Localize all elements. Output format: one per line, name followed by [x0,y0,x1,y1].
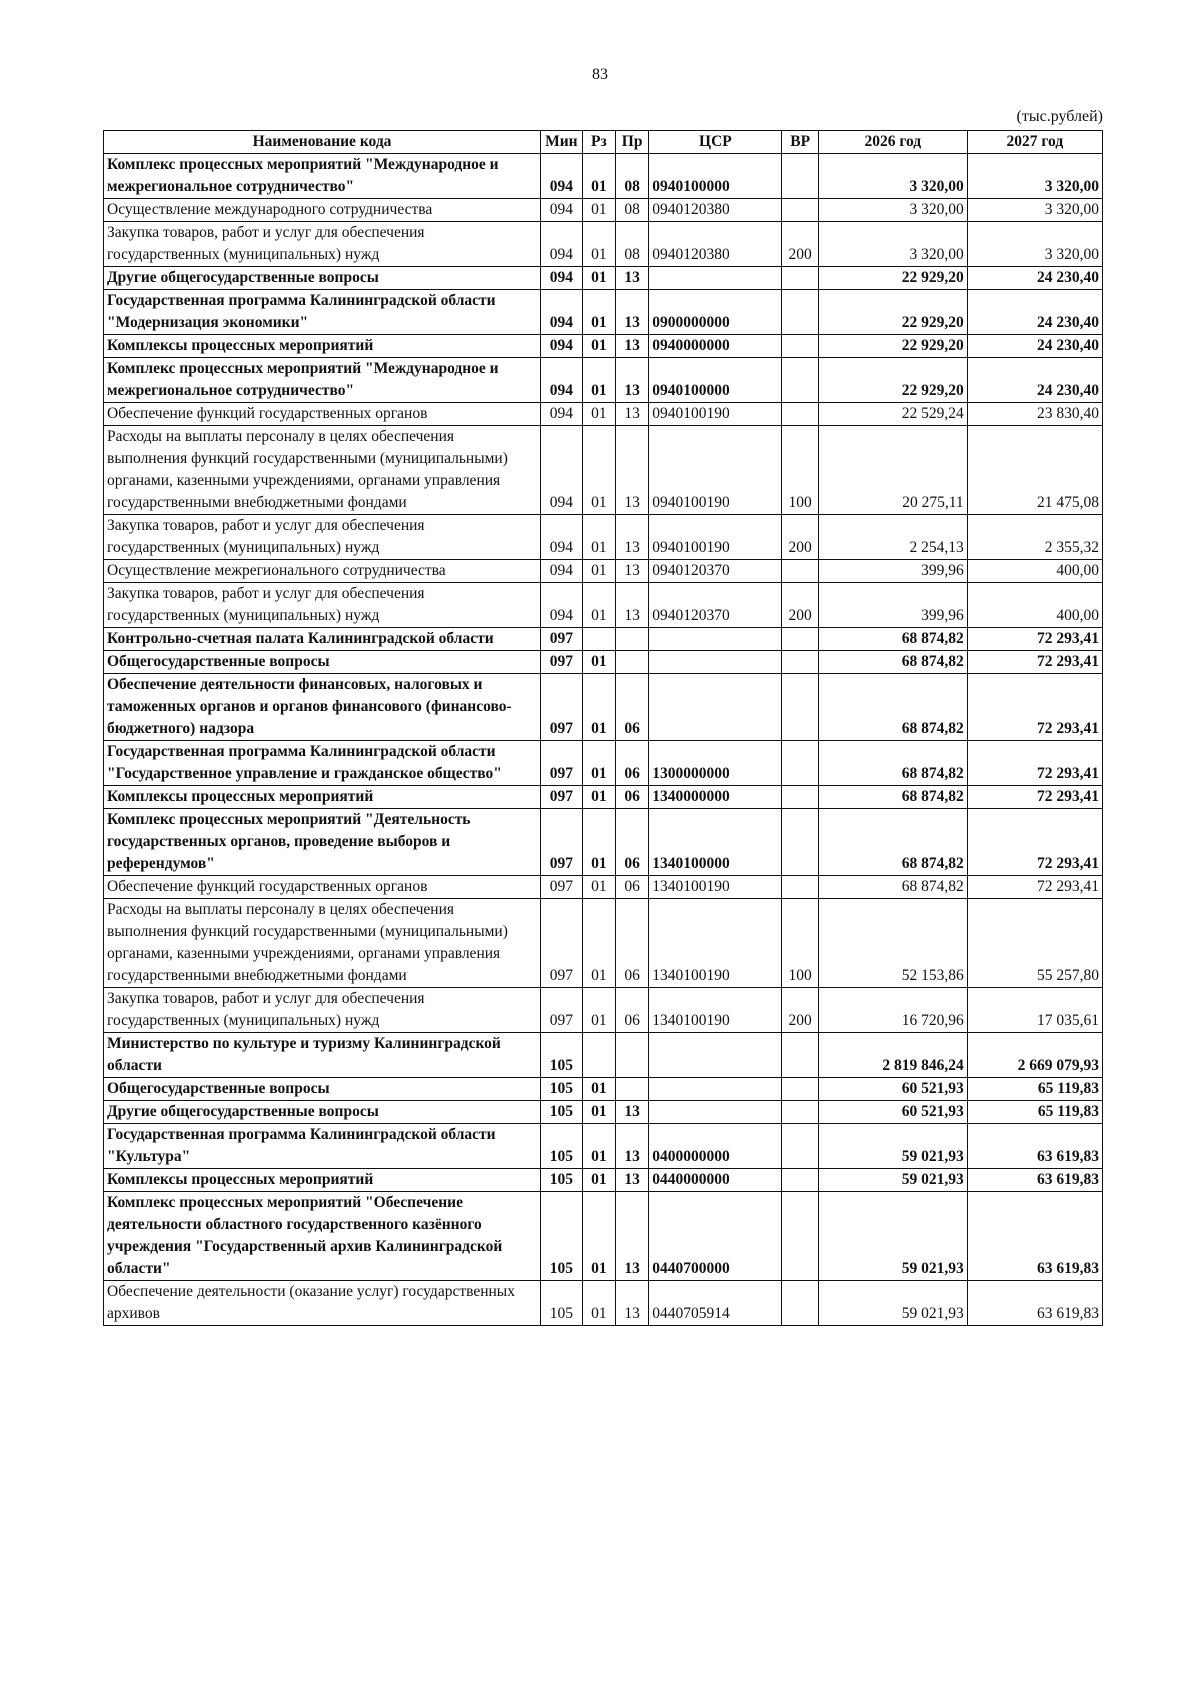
table-cell-min: 105 [541,1078,583,1101]
table-cell-rz: 01 [582,403,615,426]
table-cell-pr: 13 [615,1101,648,1124]
table-cell-2027: 63 619,83 [967,1124,1102,1169]
table-cell-pr: 13 [615,403,648,426]
table-cell-vr: 100 [782,426,818,515]
table-cell-csr: 1340100190 [649,899,782,988]
table-cell-vr: 200 [782,222,818,267]
table-cell-2027: 2 355,32 [967,515,1102,560]
table-cell-pr [615,1033,648,1078]
table-cell-rz: 01 [582,515,615,560]
table-row [104,426,1103,515]
table-cell-name: Общегосударственные вопросы [104,651,541,674]
table-cell-2027: 72 293,41 [967,628,1102,651]
table-cell-csr: 0940100000 [649,358,782,403]
table-cell-rz: 01 [582,674,615,741]
table-cell-2027: 23 830,40 [967,403,1102,426]
table-cell-csr [649,674,782,741]
table-row [104,1192,1103,1281]
table-cell-name: Закупка товаров, работ и услуг для обеспечения государственных (муниципальных) нужд [104,222,541,267]
table-row [104,403,1103,426]
table-cell-name: Обеспечение деятельности (оказание услуг) государственных архивов [104,1281,541,1326]
table-row [104,988,1103,1033]
table-cell-pr: 06 [615,899,648,988]
table-cell-rz: 01 [582,358,615,403]
table-cell-vr: 100 [782,899,818,988]
table-cell-csr: 0940100000 [649,154,782,199]
table-cell-2027: 72 293,41 [967,741,1102,786]
table-cell-csr: 0440705914 [649,1281,782,1326]
table-header-row [104,131,1103,154]
table-cell-2027: 63 619,83 [967,1169,1102,1192]
table-cell-rz: 01 [582,809,615,876]
table-cell-2026: 68 874,82 [818,741,967,786]
table-cell-2026: 68 874,82 [818,651,967,674]
table-cell-rz: 01 [582,426,615,515]
table-cell-2027: 3 320,00 [967,222,1102,267]
table-cell-2026: 2 819 846,24 [818,1033,967,1078]
table-cell-csr: 0940100190 [649,426,782,515]
table-cell-2027: 55 257,80 [967,899,1102,988]
table-cell-min: 097 [541,809,583,876]
table-cell-2026: 68 874,82 [818,809,967,876]
table-cell-name: Комплексы процессных мероприятий [104,335,541,358]
table-cell-min: 105 [541,1101,583,1124]
table-cell-2027: 63 619,83 [967,1281,1102,1326]
table-row [104,628,1103,651]
table-cell-vr [782,1078,818,1101]
table-cell-csr: 1340100190 [649,876,782,899]
table-cell-name: Министерство по культуре и туризму Калининградской области [104,1033,541,1078]
header-min: Мин [541,131,583,154]
table-cell-csr: 0940100190 [649,515,782,560]
table-cell-pr: 13 [615,583,648,628]
table-cell-name: Другие общегосударственные вопросы [104,1101,541,1124]
table-cell-pr: 13 [615,290,648,335]
table-cell-csr: 1300000000 [649,741,782,786]
table-cell-name: Комплекс процессных мероприятий "Обеспечение деятельности областного государственного казённого учреждения "Государственный архив Калининградской области" [104,1192,541,1281]
table-row [104,674,1103,741]
table-cell-2026: 20 275,11 [818,426,967,515]
table-cell-2026: 399,96 [818,560,967,583]
table-row [104,199,1103,222]
table-cell-vr [782,1281,818,1326]
table-cell-name: Обеспечение функций государственных органов [104,876,541,899]
table-cell-vr [782,1033,818,1078]
table-cell-rz: 01 [582,1101,615,1124]
table-cell-pr: 13 [615,1281,648,1326]
table-cell-min: 097 [541,899,583,988]
table-cell-rz: 01 [582,583,615,628]
table-cell-rz: 01 [582,899,615,988]
header-2026: 2026 год [818,131,967,154]
table-row [104,1124,1103,1169]
budget-table [103,130,1103,1326]
table-cell-name: Комплексы процессных мероприятий [104,1169,541,1192]
table-cell-2026: 3 320,00 [818,199,967,222]
table-cell-min: 097 [541,876,583,899]
table-cell-2026: 2 254,13 [818,515,967,560]
table-cell-vr [782,1192,818,1281]
table-cell-rz: 01 [582,335,615,358]
table-cell-2026: 22 929,20 [818,358,967,403]
table-cell-rz: 01 [582,741,615,786]
table-cell-2026: 52 153,86 [818,899,967,988]
table-cell-min: 094 [541,267,583,290]
table-cell-name: Другие общегосударственные вопросы [104,267,541,290]
table-cell-name: Обеспечение деятельности финансовых, налоговых и таможенных органов и органов финансового (финансово-бюджетного) надзора [104,674,541,741]
table-cell-2027: 65 119,83 [967,1101,1102,1124]
table-cell-rz: 01 [582,1192,615,1281]
table-cell-2027: 21 475,08 [967,426,1102,515]
table-row [104,583,1103,628]
table-cell-name: Закупка товаров, работ и услуг для обеспечения государственных (муниципальных) нужд [104,583,541,628]
table-row [104,1101,1103,1124]
header-rz: Рз [582,131,615,154]
table-cell-pr: 13 [615,560,648,583]
table-cell-min: 105 [541,1192,583,1281]
table-cell-name: Контрольно-счетная палата Калининградской области [104,628,541,651]
table-cell-name: Общегосударственные вопросы [104,1078,541,1101]
table-cell-pr: 06 [615,786,648,809]
table-cell-2026: 59 021,93 [818,1281,967,1326]
table-cell-csr: 0940000000 [649,335,782,358]
table-cell-pr [615,1078,648,1101]
table-cell-rz: 01 [582,1078,615,1101]
table-cell-min: 097 [541,786,583,809]
table-cell-rz: 01 [582,154,615,199]
table-cell-name: Расходы на выплаты персоналу в целях обеспечения выполнения функций государственными (муниципальными) органами, казенными учреждениями, органами управления государственными внебюджетными фондами [104,426,541,515]
table-cell-min: 097 [541,988,583,1033]
table-cell-rz [582,628,615,651]
table-cell-2027: 24 230,40 [967,358,1102,403]
header-name: Наименование кода [104,131,541,154]
table-cell-min: 094 [541,560,583,583]
table-cell-2027: 400,00 [967,560,1102,583]
table-cell-2026: 68 874,82 [818,674,967,741]
table-cell-rz: 01 [582,1124,615,1169]
table-cell-min: 097 [541,741,583,786]
table-cell-csr [649,651,782,674]
table-cell-pr: 06 [615,674,648,741]
table-cell-name: Комплексы процессных мероприятий [104,786,541,809]
table-cell-csr: 0940100190 [649,403,782,426]
table-cell-vr [782,403,818,426]
table-cell-vr: 200 [782,583,818,628]
table-row [104,358,1103,403]
table-cell-pr: 13 [615,358,648,403]
table-cell-vr [782,1124,818,1169]
header-csr: ЦСР [649,131,782,154]
table-cell-min: 097 [541,674,583,741]
table-row [104,154,1103,199]
table-cell-2027: 3 320,00 [967,199,1102,222]
table-cell-min: 094 [541,583,583,628]
table-cell-vr: 200 [782,988,818,1033]
units-label: (тыс.рублей) [1016,108,1103,125]
table-cell-2026: 16 720,96 [818,988,967,1033]
table-cell-2027: 72 293,41 [967,809,1102,876]
table-cell-vr: 200 [782,515,818,560]
table-cell-min: 094 [541,222,583,267]
table-cell-csr: 0440000000 [649,1169,782,1192]
table-cell-csr: 0940120380 [649,199,782,222]
table-cell-2027: 24 230,40 [967,290,1102,335]
table-cell-2026: 22 929,20 [818,290,967,335]
header-2027: 2027 год [967,131,1102,154]
table-cell-name: Закупка товаров, работ и услуг для обеспечения государственных (муниципальных) нужд [104,515,541,560]
table-row [104,1033,1103,1078]
table-cell-name: Закупка товаров, работ и услуг для обеспечения государственных (муниципальных) нужд [104,988,541,1033]
table-cell-min: 105 [541,1281,583,1326]
table-cell-vr [782,560,818,583]
table-cell-2026: 60 521,93 [818,1078,967,1101]
table-cell-min: 105 [541,1033,583,1078]
table-cell-2026: 68 874,82 [818,628,967,651]
table-cell-vr [782,1169,818,1192]
table-cell-pr: 08 [615,199,648,222]
table-cell-2026: 399,96 [818,583,967,628]
table-cell-pr [615,628,648,651]
table-cell-2027: 72 293,41 [967,651,1102,674]
table-cell-vr [782,267,818,290]
table-cell-rz: 01 [582,560,615,583]
table-cell-min: 094 [541,515,583,560]
table-cell-2027: 400,00 [967,583,1102,628]
table-cell-2026: 60 521,93 [818,1101,967,1124]
table-cell-csr: 0940120380 [649,222,782,267]
table-cell-csr: 0940120370 [649,583,782,628]
table-cell-csr [649,1078,782,1101]
table-cell-vr [782,290,818,335]
table-cell-2027: 24 230,40 [967,335,1102,358]
table-row [104,809,1103,876]
table-cell-rz: 01 [582,876,615,899]
table-cell-vr [782,358,818,403]
table-row [104,899,1103,988]
table-cell-2027: 72 293,41 [967,786,1102,809]
table-cell-min: 097 [541,651,583,674]
table-cell-name: Осуществление международного сотрудничества [104,199,541,222]
table-cell-rz: 01 [582,199,615,222]
table-cell-2027: 3 320,00 [967,154,1102,199]
table-cell-name: Комплекс процессных мероприятий "Международное и межрегиональное сотрудничество" [104,154,541,199]
table-cell-2027: 72 293,41 [967,674,1102,741]
table-row [104,290,1103,335]
table-cell-2026: 22 929,20 [818,335,967,358]
table-cell-vr [782,876,818,899]
table-cell-pr: 13 [615,515,648,560]
table-cell-rz [582,1033,615,1078]
table-cell-name: Государственная программа Калининградской области "Культура" [104,1124,541,1169]
table-cell-pr: 06 [615,988,648,1033]
table-cell-pr: 06 [615,741,648,786]
table-row [104,786,1103,809]
table-cell-vr [782,1101,818,1124]
table-row [104,651,1103,674]
table-cell-min: 094 [541,199,583,222]
table-cell-vr [782,809,818,876]
table-row [104,1078,1103,1101]
table-cell-pr: 06 [615,809,648,876]
table-row [104,741,1103,786]
table-cell-rz: 01 [582,222,615,267]
table-cell-rz: 01 [582,651,615,674]
table-cell-vr [782,154,818,199]
table-cell-csr [649,1033,782,1078]
table-cell-2026: 68 874,82 [818,786,967,809]
table-cell-min: 094 [541,403,583,426]
table-cell-rz: 01 [582,1281,615,1326]
table-body [104,154,1103,1326]
table-cell-min: 097 [541,628,583,651]
table-cell-2026: 22 529,24 [818,403,967,426]
table-cell-vr [782,628,818,651]
table-cell-vr [782,335,818,358]
table-cell-pr: 13 [615,1192,648,1281]
table-row [104,515,1103,560]
table-cell-pr: 08 [615,154,648,199]
table-cell-pr: 13 [615,335,648,358]
table-cell-csr: 0440700000 [649,1192,782,1281]
table-cell-csr [649,267,782,290]
table-cell-csr [649,1101,782,1124]
table-cell-2026: 3 320,00 [818,154,967,199]
table-row [104,1281,1103,1326]
table-cell-2026: 59 021,93 [818,1124,967,1169]
table-cell-pr: 13 [615,1124,648,1169]
table-cell-min: 094 [541,358,583,403]
table-cell-rz: 01 [582,988,615,1033]
table-cell-csr: 0900000000 [649,290,782,335]
table-cell-2026: 68 874,82 [818,876,967,899]
table-cell-csr: 0940120370 [649,560,782,583]
header-pr: Пр [615,131,648,154]
table-cell-rz: 01 [582,267,615,290]
table-cell-2027: 24 230,40 [967,267,1102,290]
table-cell-csr: 1340100000 [649,809,782,876]
table-cell-min: 105 [541,1169,583,1192]
table-cell-csr: 0400000000 [649,1124,782,1169]
table-cell-min: 094 [541,154,583,199]
table-cell-vr [782,786,818,809]
table-cell-vr [782,741,818,786]
table-cell-csr [649,628,782,651]
table-cell-rz: 01 [582,1169,615,1192]
table-cell-name: Комплекс процессных мероприятий "Международное и межрегиональное сотрудничество" [104,358,541,403]
table-row [104,267,1103,290]
table-cell-vr [782,674,818,741]
table-cell-rz: 01 [582,290,615,335]
table-cell-2026: 3 320,00 [818,222,967,267]
table-cell-rz: 01 [582,786,615,809]
table-cell-vr [782,651,818,674]
table-cell-2026: 59 021,93 [818,1192,967,1281]
table-cell-pr: 06 [615,876,648,899]
table-cell-name: Расходы на выплаты персоналу в целях обеспечения выполнения функций государственными (муниципальными) органами, казенными учреждениями, органами управления государственными внебюджетными фондами [104,899,541,988]
table-cell-vr [782,199,818,222]
table-cell-csr: 1340100190 [649,988,782,1033]
table-cell-name: Обеспечение функций государственных органов [104,403,541,426]
table-cell-name: Комплекс процессных мероприятий "Деятельность государственных органов, проведение выборов и референдумов" [104,809,541,876]
table-cell-2027: 65 119,83 [967,1078,1102,1101]
table-cell-2026: 59 021,93 [818,1169,967,1192]
table-cell-2027: 63 619,83 [967,1192,1102,1281]
table-cell-pr: 08 [615,222,648,267]
table-cell-pr: 13 [615,1169,648,1192]
table-cell-min: 105 [541,1124,583,1169]
header-vr: ВР [782,131,818,154]
table-cell-pr: 13 [615,267,648,290]
table-cell-name: Осуществление межрегионального сотрудничества [104,560,541,583]
table-cell-csr: 1340000000 [649,786,782,809]
table-cell-2027: 17 035,61 [967,988,1102,1033]
table-row [104,876,1103,899]
page-number: 83 [592,66,608,83]
table-cell-min: 094 [541,335,583,358]
table-cell-min: 094 [541,426,583,515]
table-cell-2027: 2 669 079,93 [967,1033,1102,1078]
table-cell-2026: 22 929,20 [818,267,967,290]
table-cell-pr [615,651,648,674]
table-cell-min: 094 [541,290,583,335]
table-row [104,560,1103,583]
table-row [104,1169,1103,1192]
table-cell-name: Государственная программа Калининградской области "Государственное управление и гражданское общество" [104,741,541,786]
table-cell-name: Государственная программа Калининградской области "Модернизация экономики" [104,290,541,335]
table-row [104,222,1103,267]
table-row [104,335,1103,358]
table-cell-2027: 72 293,41 [967,876,1102,899]
table-cell-pr: 13 [615,426,648,515]
